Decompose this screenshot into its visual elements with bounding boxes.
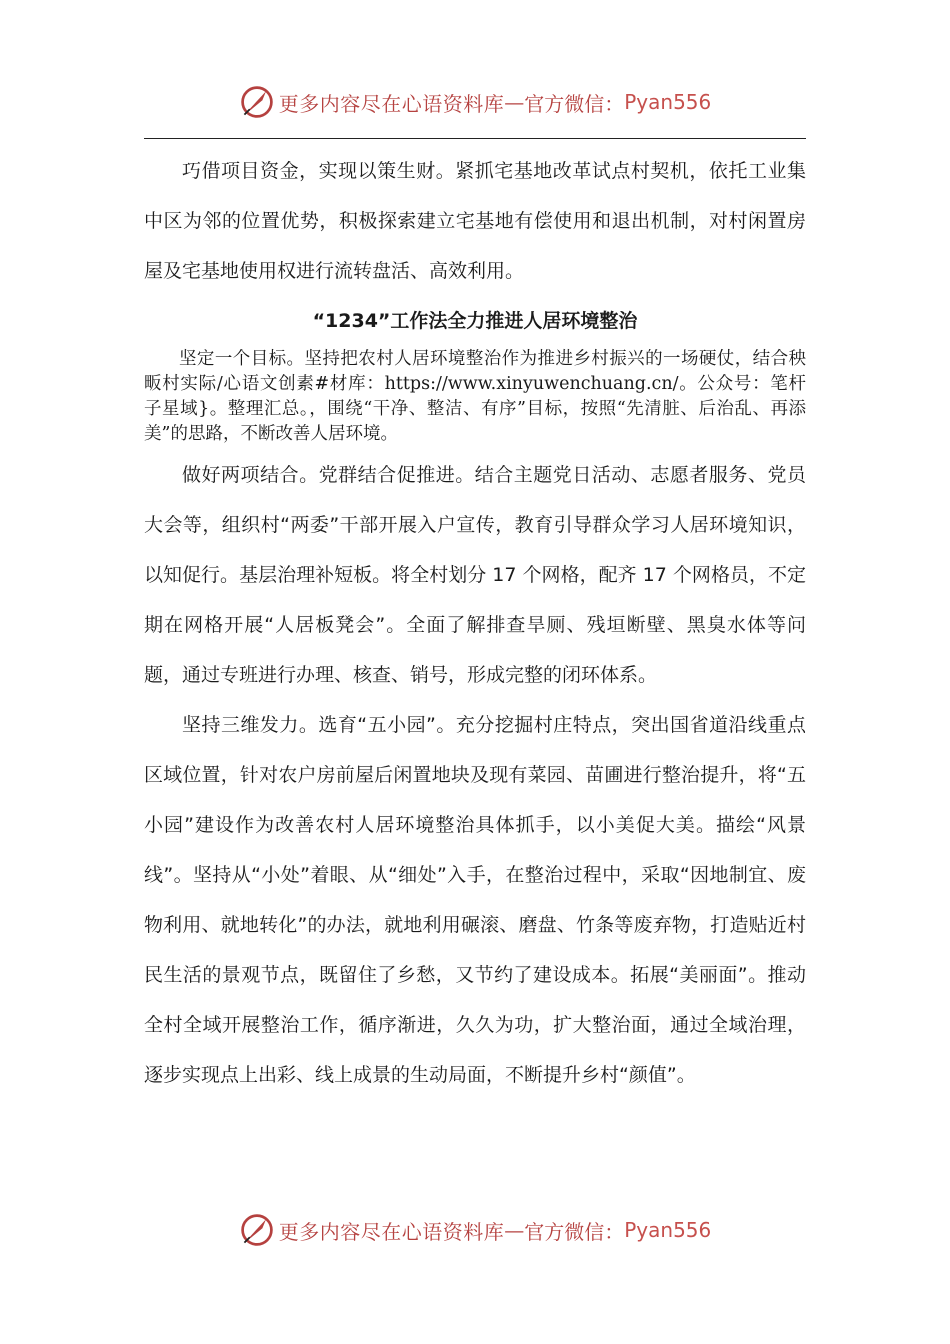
paragraph-3-block: [144, 450, 806, 700]
footer-banner-wechat-id: Pyan556: [624, 1218, 712, 1242]
quill-logo-icon: [239, 84, 275, 120]
paragraph-4: 坚持三维发力。选育“五小园”。充分挖掘村庄特点，突出国省道沿线重点区域位置，针对农户房前屋后闲置地块及现有菜园、苗圃进行整治提升，将“五小园”建设作为改善农村人居环境整治具体抓手，以小美促大美。描绘“风景线”。坚持从“小处”着眼、从“细处”入手，在整治过程中，采取“因地制宜、废物利用、就地转化”的办法，就地利用碾滚、磨盘、竹条等废弃物，打造贴近村民生活的景观节点，既留住了乡愁，又节约了建设成本。拓展“美丽面”。推动全村全域开展整治工作，循序渐进，久久为功，扩大整治面，通过全域治理，逐步实现点上出彩、线上成景的生动局面，不断提升乡村“颜值”。: [144, 714, 806, 1086]
paragraph-3: 做好两项结合。党群结合促推进。结合主题党日活动、志愿者服务、党员大会等，组织村“两委”干部开展入户宣传，教育引导群众学习人居环境知识，以知促行。基层治理补短板。将全村划分 17 个网格，配齐 17 个网格员，不定期在网格开展“人居板凳会”。全面了解排查旱厕、残垣断壁、黑臭水体等问题，通过专班进行办理、核查、销号，形成完整的闭环体系。: [144, 464, 806, 686]
section-heading-block: [144, 306, 806, 336]
banner-wechat-label: 官方微信：: [524, 91, 625, 116]
footer-banner: [0, 1210, 950, 1250]
banner-title: 更多内容尽在心语资料库: [278, 91, 505, 116]
paragraph-1-block: [144, 146, 806, 296]
header-divider: [144, 138, 806, 139]
footer-banner-dash: —: [504, 1218, 525, 1242]
footer-banner-wechat-label: 官方微信：: [524, 1219, 625, 1244]
paragraph-4-block: [144, 700, 806, 1100]
banner-wechat-id: Pyan556: [624, 90, 712, 114]
paragraph-1: 巧借项目资金，实现以策生财。紧抓宅基地改革试点村契机，依托工业集中区为邻的位置优势，积极探索建立宅基地有偿使用和退出机制，对村闲置房屋及宅基地使用权进行流转盘活、高效利用。: [144, 160, 806, 282]
section-heading: “1234”工作法全力推进人居环境整治: [312, 310, 638, 332]
header-banner: [0, 82, 950, 122]
quill-logo-icon: [239, 1212, 275, 1248]
paragraph-2-block: [144, 347, 806, 447]
footer-banner-title: 更多内容尽在心语资料库: [278, 1219, 505, 1244]
paragraph-2: 坚定一个目标。坚持把农村人居环境整治作为推进乡村振兴的一场硬仗，结合秧畈村实际/心语文创素#材库：https://www.xinyuwenchuang.cn/。公众号：笔杆子星域}。整理汇总。，围绕“干净、整洁、有序”目标，按照“先清脏、后治乱、再添美”的思路，不断改善人居环境。: [144, 349, 806, 444]
banner-dash: —: [504, 90, 525, 114]
